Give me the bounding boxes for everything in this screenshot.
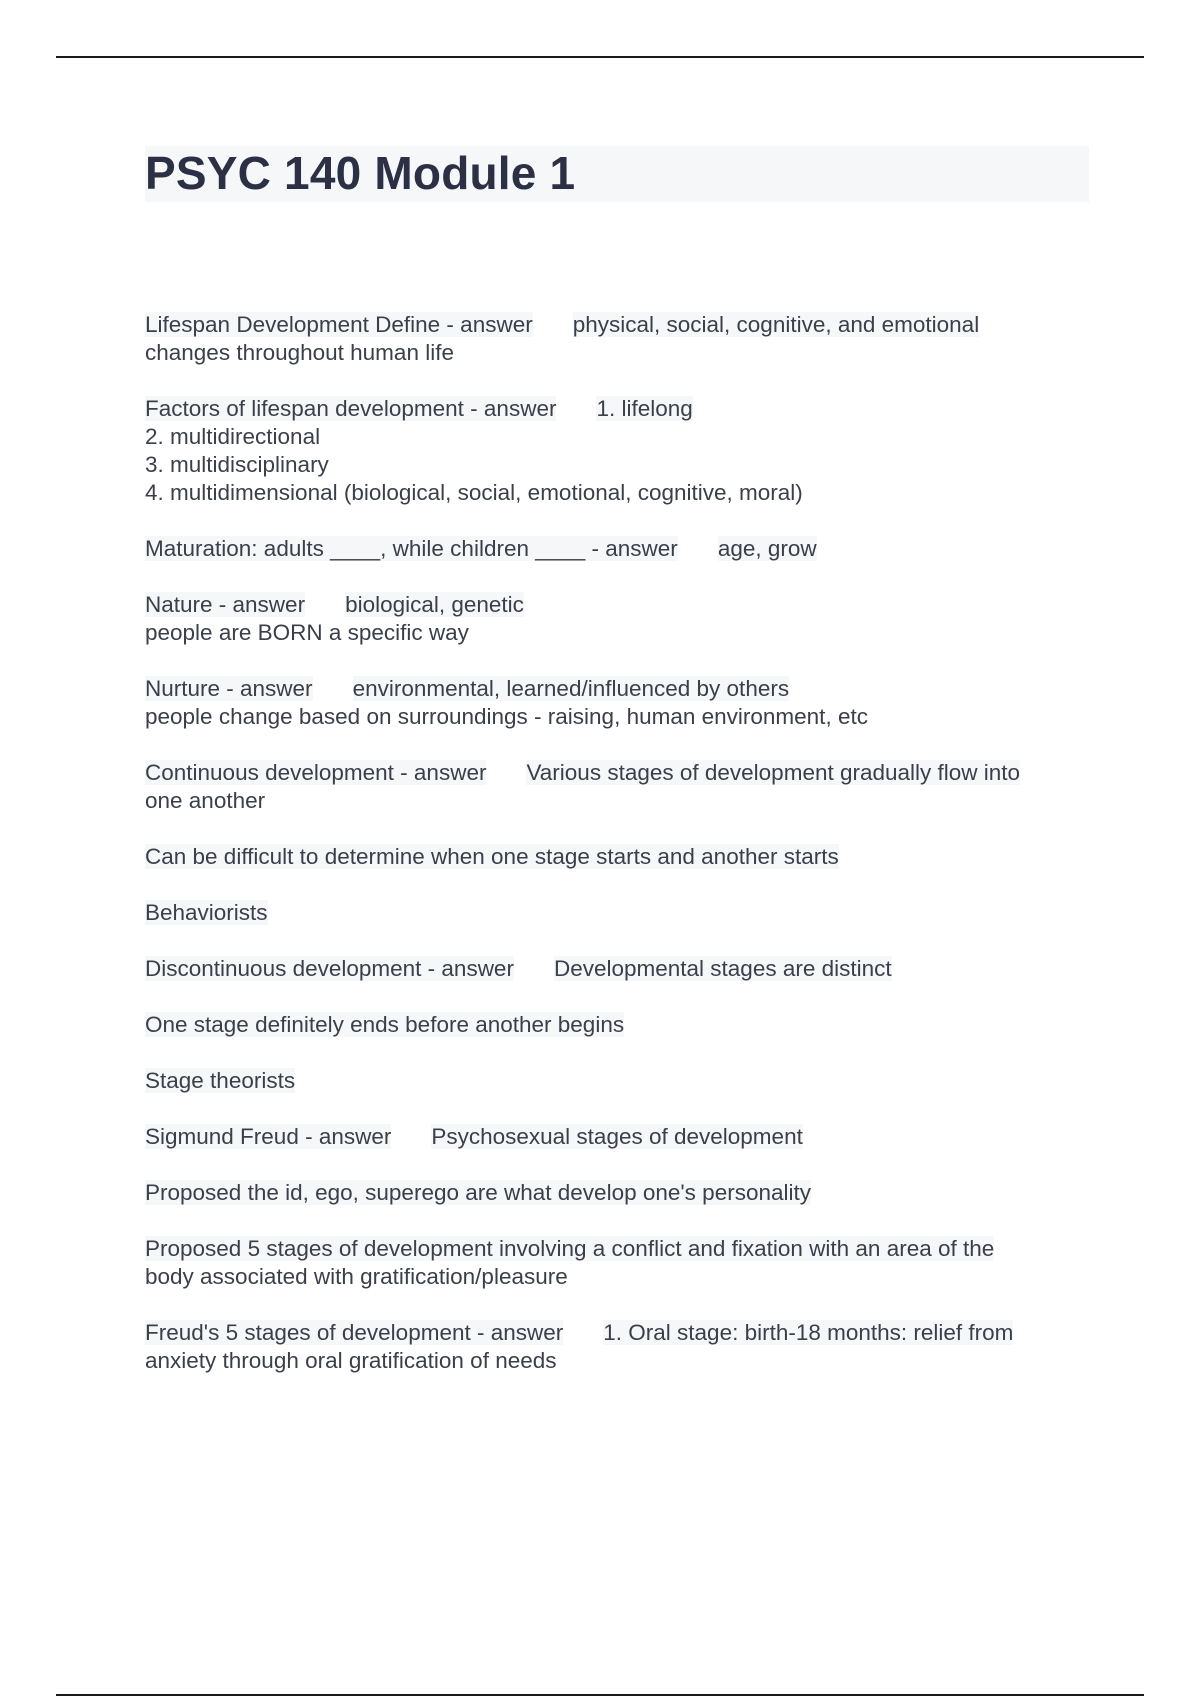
note-text: Stage theorists bbox=[145, 1068, 296, 1093]
entry-first-line bbox=[145, 1319, 1095, 1347]
note-text: Proposed the id, ego, superego are what develop one's personality bbox=[145, 1180, 811, 1205]
note-text: Can be difficult to determine when one stage starts and another starts bbox=[145, 844, 839, 869]
entry-first-line bbox=[145, 395, 1095, 423]
answer-text: 1. lifelong bbox=[596, 396, 693, 421]
entry-first-line bbox=[145, 1011, 1095, 1039]
answer-text: age, grow bbox=[717, 536, 817, 561]
flashcard-entry bbox=[145, 1179, 1095, 1207]
entry-continuation-line: body associated with gratification/pleasure bbox=[145, 1264, 568, 1289]
entry-first-line bbox=[145, 955, 1095, 983]
question-text: Factors of lifespan development - answer bbox=[145, 396, 557, 421]
bottom-rule bbox=[56, 1694, 1144, 1696]
flashcard-entry bbox=[145, 759, 1095, 815]
entry-continuation-line: changes throughout human life bbox=[145, 340, 454, 365]
entry-first-line bbox=[145, 535, 1095, 563]
answer-text: Various stages of development gradually flow into bbox=[526, 760, 1021, 785]
flashcard-entry bbox=[145, 1235, 1095, 1291]
entry-continuation-line: people change based on surroundings - raising, human environment, etc bbox=[145, 704, 868, 729]
entry-first-line bbox=[145, 591, 1095, 619]
flashcard-entry bbox=[145, 955, 1095, 983]
flashcard-entry bbox=[145, 1123, 1095, 1151]
entry-continuation-line: people are BORN a specific way bbox=[145, 620, 469, 645]
flashcard-entry bbox=[145, 1011, 1095, 1039]
entry-first-line bbox=[145, 675, 1095, 703]
answer-text: biological, genetic bbox=[345, 592, 524, 617]
question-text: Lifespan Development Define - answer bbox=[145, 312, 533, 337]
answer-text: Developmental stages are distinct bbox=[553, 956, 892, 981]
flashcard-entry bbox=[145, 675, 1095, 731]
entry-first-line bbox=[145, 1123, 1095, 1151]
entry-first-line bbox=[145, 1067, 1095, 1095]
answer-text: Psychosexual stages of development bbox=[431, 1124, 803, 1149]
flashcard-entry bbox=[145, 311, 1095, 367]
flashcard-entry bbox=[145, 591, 1095, 647]
question-text: Nurture - answer bbox=[145, 676, 313, 701]
flashcard-entry bbox=[145, 1067, 1095, 1095]
note-text: One stage definitely ends before another begins bbox=[145, 1012, 625, 1037]
entry-first-line bbox=[145, 1235, 1095, 1263]
entry-first-line bbox=[145, 899, 1095, 927]
entry-continuation-line: 3. multidisciplinary bbox=[145, 452, 329, 477]
flashcard-entry bbox=[145, 535, 1095, 563]
page-title: PSYC 140 Module 1 bbox=[145, 147, 576, 199]
question-text: Continuous development - answer bbox=[145, 760, 487, 785]
answer-text: environmental, learned/influenced by others bbox=[352, 676, 790, 701]
flashcard-entry bbox=[145, 395, 1095, 507]
note-text: Behaviorists bbox=[145, 900, 268, 925]
entry-continuation-line: 4. multidimensional (biological, social, emotional, cognitive, moral) bbox=[145, 480, 803, 505]
entry-continuation-line: one another bbox=[145, 788, 266, 813]
entry-first-line bbox=[145, 311, 1095, 339]
entry-first-line bbox=[145, 1179, 1095, 1207]
entry-continuation-line: anxiety through oral gratification of needs bbox=[145, 1348, 557, 1373]
top-rule bbox=[56, 56, 1144, 58]
question-text: Freud's 5 stages of development - answer bbox=[145, 1320, 564, 1345]
answer-text: 1. Oral stage: birth-18 months: relief from bbox=[603, 1320, 1014, 1345]
question-text: Maturation: adults ____, while children ____ - answer bbox=[145, 536, 678, 561]
question-text: Nature - answer bbox=[145, 592, 306, 617]
flashcard-entry bbox=[145, 843, 1095, 871]
entry-continuation-line: 2. multidirectional bbox=[145, 424, 321, 449]
flashcard-entry bbox=[145, 1319, 1095, 1375]
note-text: Proposed 5 stages of development involving a conflict and fixation with an area of the bbox=[145, 1236, 995, 1261]
question-text: Sigmund Freud - answer bbox=[145, 1124, 392, 1149]
question-text: Discontinuous development - answer bbox=[145, 956, 514, 981]
flashcard-list bbox=[145, 311, 1095, 1403]
flashcard-entry bbox=[145, 899, 1095, 927]
answer-text: physical, social, cognitive, and emotional bbox=[572, 312, 980, 337]
entry-first-line bbox=[145, 759, 1095, 787]
entry-first-line bbox=[145, 843, 1095, 871]
